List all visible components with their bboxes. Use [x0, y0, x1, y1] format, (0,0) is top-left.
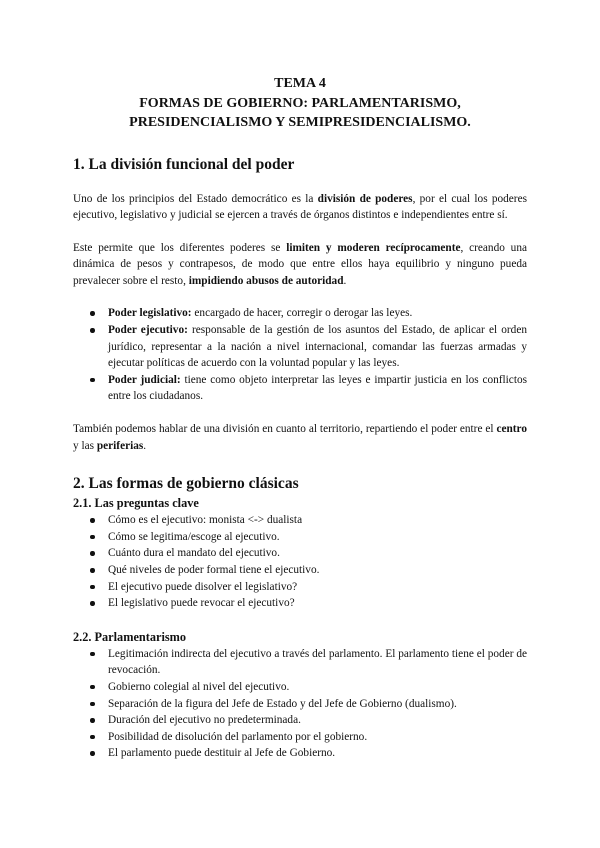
section-1-paragraph-2: Este permite que los diferentes poderes se limiten y moderen recíprocamente, creando una dinámica de pesos y contrapesos, de modo que entre ellos haya equilibrio y ninguno pueda prevalecer sobre el resto, impidiendo abusos de autoridad. — [73, 241, 527, 287]
list-item: Poder judicial: tiene como objeto interpretar las leyes e impartir justicia en los conflictos entre los ciudadanos. — [108, 372, 527, 405]
list-item: El ejecutivo puede disolver el legislativo? — [108, 579, 527, 596]
list-item: El legislativo puede revocar el ejecutivo? — [108, 595, 527, 612]
section-1-paragraph-1: Uno de los principios del Estado democrático es la división de poderes, por el cual los poderes ejecutivo, legislativo y judicial se ejercen a través de órganos distintos e independientes entre sí. — [73, 192, 527, 222]
list-item: El parlamento puede destituir al Jefe de Gobierno. — [108, 745, 527, 762]
list-item: Cómo se legitima/escoge al ejecutivo. — [108, 529, 527, 546]
subsection-2-1-heading: 2.1. Las preguntas clave — [73, 496, 199, 511]
title-line-1: FORMAS DE GOBIERNO: PARLAMENTARISMO, — [139, 95, 461, 111]
key-questions-list — [73, 512, 527, 612]
topic-number: TEMA 4 — [274, 76, 326, 91]
list-item: Gobierno colegial al nivel del ejecutivo. — [108, 679, 527, 696]
title-line-2: PRESIDENCIALISMO Y SEMIPRESIDENCIALISMO. — [129, 115, 471, 130]
powers-list — [73, 305, 527, 405]
section-1-heading: 1. La división funcional del poder — [73, 155, 295, 173]
list-item: Posibilidad de disolución del parlamento por el gobierno. — [108, 729, 527, 746]
section-1-paragraph-3: También podemos hablar de una división en cuanto al territorio, repartiendo el poder entre el centro y las periferias. — [73, 423, 527, 452]
list-item: Qué niveles de poder formal tiene el ejecutivo. — [108, 562, 527, 579]
list-item: Cómo es el ejecutivo: monista <-> dualista — [108, 512, 527, 529]
list-item: Duración del ejecutivo no predeterminada. — [108, 712, 527, 729]
list-item: Legitimación indirecta del ejecutivo a través del parlamento. El parlamento tiene el poder de revocación. — [108, 646, 527, 679]
list-item: Poder ejecutivo: responsable de la gestión de los asuntos del Estado, de aplicar el orden jurídico, representar a la nación a nivel internacional, comandar las fuerzas armadas y ejecutar políticas de acuerdo con la voluntad popular y las leyes. — [108, 322, 527, 372]
section-2-heading: 2. Las formas de gobierno clásicas — [73, 475, 299, 493]
list-item: Separación de la figura del Jefe de Estado y del Jefe de Gobierno (dualismo). — [108, 696, 527, 713]
parliamentarism-list — [73, 646, 527, 762]
document-title — [73, 74, 527, 133]
subsection-2-2-heading: 2.2. Parlamentarismo — [73, 629, 187, 644]
list-item: Poder legislativo: encargado de hacer, corregir o derogar las leyes. — [108, 305, 527, 322]
list-item: Cuánto dura el mandato del ejecutivo. — [108, 545, 527, 562]
